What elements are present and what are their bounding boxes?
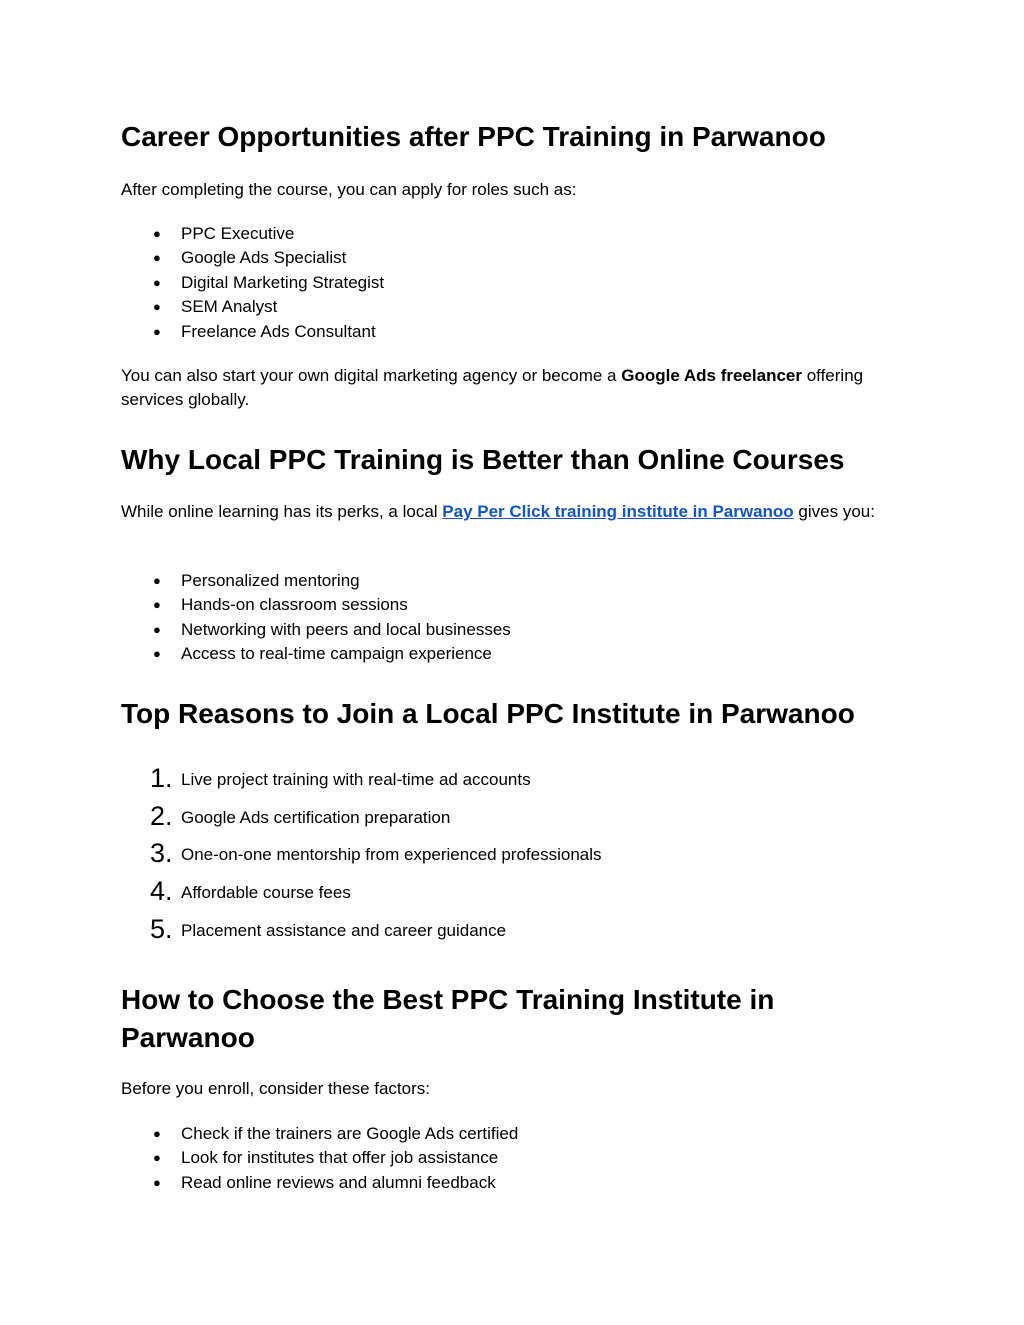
- list-item: ● Hands-on classroom sessions: [121, 593, 511, 617]
- heading-why-local: Why Local PPC Training is Better than Online Courses: [121, 444, 845, 475]
- list-item: 4. Affordable course fees: [150, 876, 351, 907]
- career-roles-list: [121, 222, 384, 344]
- list-item: ● Networking with peers and local businesses: [121, 618, 511, 642]
- ppc-institute-link[interactable]: Pay Per Click training institute in Parwanoo: [442, 502, 794, 521]
- bullet-icon: ●: [153, 323, 161, 339]
- bullet-icon: ●: [153, 573, 161, 588]
- career-outro: You can also start your own digital marketing agency or become a Google Ads freelancer offering services globally.: [121, 366, 864, 409]
- bullet-icon: ●: [153, 274, 161, 290]
- list-item: 3. One-on-one mentorship from experienced professionals: [150, 838, 602, 869]
- list-number: 5.: [150, 913, 173, 944]
- local-benefits-list: [121, 569, 511, 667]
- bullet-icon: ●: [153, 1126, 161, 1141]
- list-number: 2.: [150, 800, 173, 831]
- list-item: ● SEM Analyst: [121, 295, 384, 319]
- heading-top-reasons: Top Reasons to Join a Local PPC Institute in Parwanoo: [121, 698, 855, 729]
- bullet-icon: ●: [153, 250, 161, 266]
- list-number: 1.: [150, 763, 173, 793]
- bullet-icon: ●: [153, 299, 161, 315]
- bullet-icon: ●: [153, 597, 161, 613]
- bullet-icon: ●: [153, 226, 161, 241]
- list-item: 5. Placement assistance and career guidance: [150, 913, 507, 944]
- bullet-icon: ●: [153, 646, 161, 662]
- list-item: 2. Google Ads certification preparation: [150, 800, 451, 831]
- list-item: ● Personalized mentoring: [121, 569, 511, 593]
- bullet-icon: ●: [153, 1150, 161, 1166]
- list-item: ● Read online reviews and alumni feedback: [121, 1171, 518, 1195]
- career-intro: After completing the course, you can apply for roles such as:: [121, 180, 577, 199]
- list-number: 3.: [150, 838, 173, 869]
- list-number: 4.: [150, 876, 173, 907]
- google-ads-freelancer-bold: Google Ads freelancer: [621, 366, 802, 385]
- list-item: ● Access to real-time campaign experience: [121, 642, 511, 666]
- list-item: ● PPC Executive: [121, 222, 384, 246]
- bullet-icon: ●: [153, 1174, 161, 1190]
- list-item: 1. Live project training with real-time ad accounts: [150, 763, 531, 793]
- choose-intro: Before you enroll, consider these factors:: [121, 1079, 430, 1098]
- choose-factors-list: [121, 1122, 518, 1195]
- local-intro: While online learning has its perks, a local Pay Per Click training institute in Parwanoo gives you:: [121, 502, 875, 521]
- heading-how-to-choose: How to Choose the Best PPC Training Institute in Parwanoo: [121, 984, 775, 1053]
- heading-career-opportunities: Career Opportunities after PPC Training in Parwanoo: [121, 121, 826, 152]
- list-item: ● Google Ads Specialist: [121, 246, 384, 270]
- reasons-list: [121, 763, 602, 951]
- list-item: ● Freelance Ads Consultant: [121, 320, 384, 344]
- list-item: ● Check if the trainers are Google Ads certified: [121, 1122, 518, 1146]
- bullet-icon: ●: [153, 621, 161, 637]
- list-item: ● Look for institutes that offer job assistance: [121, 1146, 518, 1170]
- list-item: ● Digital Marketing Strategist: [121, 271, 384, 295]
